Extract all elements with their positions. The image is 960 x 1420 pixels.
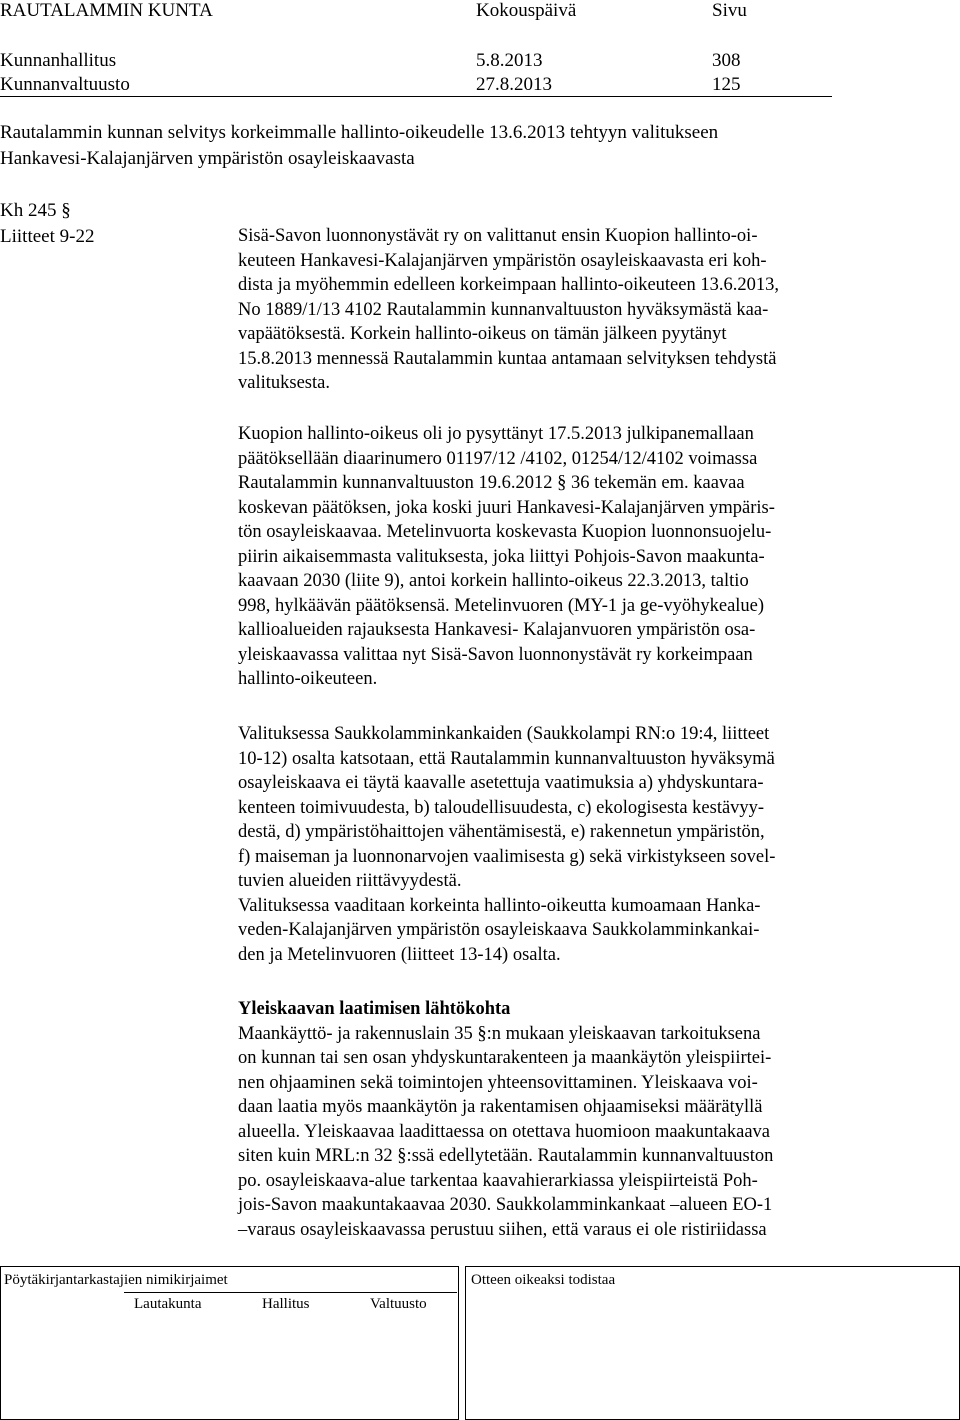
paragraph-line: koskevan päätöksen, joka koski juuri Hankavesi-Kalajanjärven ympäris- bbox=[238, 497, 775, 518]
paragraph-line: piirin aikaisemmasta valituksesta, joka liittyi Pohjois-Savon maakunta- bbox=[238, 546, 765, 567]
paragraph-line: päätöksellään diaarinumero 01197/12 /4102, 01254/12/4102 voimassa bbox=[238, 448, 758, 469]
paragraph-line: 998, hylkäävän päätöksensä. Metelinvuoren (MY-1 ja ge-vyöhykealue) bbox=[238, 595, 765, 616]
meeting-date-label: Kokouspäivä bbox=[476, 0, 577, 21]
paragraph bbox=[238, 722, 878, 967]
paragraph-line: tuvien alueiden riittävyydestä. bbox=[238, 871, 462, 891]
signature-column-label: Hallitus bbox=[262, 1296, 310, 1312]
section-line: daan laatia myös maankäytön ja rakentamisen ohjaamiseksi määrätyllä bbox=[238, 1097, 763, 1117]
section-line: po. osayleiskaava-alue tarkentaa kaavahierarkiassa yleispiirteistä Poh- bbox=[238, 1170, 758, 1191]
certified-label: Otteen oikeaksi todistaa bbox=[471, 1272, 616, 1288]
paragraph-line: osayleiskaava ei täytä kaavalle asetettuja vaatimuksia a) yhdyskuntara- bbox=[238, 773, 764, 793]
paragraph-line: dista ja myöhemmin edelleen korkeimpaan hallinto-oikeuteen 13.6.2013, bbox=[238, 275, 779, 295]
section bbox=[238, 997, 878, 1242]
header-body: Kunnanhallitus bbox=[0, 50, 117, 71]
paragraph-line: keuteen Hankavesi-Kalajanjärven ympäristön osayleiskaavasta eri koh- bbox=[238, 250, 767, 271]
paragraph-line: den ja Metelinvuoren (liitteet 13-14) osalta. bbox=[238, 944, 561, 965]
signature-divider bbox=[124, 1292, 457, 1293]
item-number: Kh 245 § bbox=[0, 200, 71, 221]
paragraph-line: hallinto-oikeuteen. bbox=[238, 669, 378, 689]
paragraph-line: Valituksessa vaaditaan korkeinta hallinto-oikeutta kumoamaan Hanka- bbox=[238, 895, 761, 916]
section-line: siten kuin MRL:n 32 §:ssä edellytetään. Rautalammin kunnanvaltuuston bbox=[238, 1146, 774, 1166]
paragraph-line: 10-12) osalta katsotaan, että Rautalammin kunnanvaltuuston hyväksymä bbox=[238, 748, 775, 769]
paragraph-line: Rautalammin kunnanvaltuuston 19.6.2012 § 36 tekemän em. kaavaa bbox=[238, 473, 745, 493]
paragraph-line: yleiskaavassa valittaa nyt Sisä-Savon luonnonystävät ry korkeimpaan bbox=[238, 644, 753, 665]
header-page: 308 bbox=[712, 50, 741, 71]
paragraph-line: valituksesta. bbox=[238, 373, 330, 393]
paragraph-line: kallioalueiden rajauksesta Hankavesi- Kalajanvuoren ympäristön osa- bbox=[238, 620, 756, 640]
section-line: alueella. Yleiskaavaa laadittaessa on otettava huomioon maakuntakaava bbox=[238, 1121, 770, 1142]
document-title-line: Hankavesi-Kalajanjärven ympäristön osayleiskaavasta bbox=[0, 148, 415, 169]
header-date: 27.8.2013 bbox=[476, 74, 552, 95]
signature-column-label: Valtuusto bbox=[370, 1296, 427, 1312]
paragraph-line: Valituksessa Saukkolamminkankaiden (Saukkolampi RN:o 19:4, liitteet bbox=[238, 724, 770, 744]
paragraph bbox=[238, 422, 878, 692]
section-line: on kunnan tai sen osan yhdyskuntarakenteen ja maankäytön yleispiirtei- bbox=[238, 1048, 772, 1068]
paragraph-line: tön osayleiskaavaa. Metelinvuorta koskevasta Kuopion luonnonsuojelu- bbox=[238, 522, 772, 542]
attachments-label: Liitteet 9-22 bbox=[0, 226, 95, 247]
signature-column-label: Lautakunta bbox=[134, 1296, 202, 1312]
section-line: –varaus osayleiskaavassa perustuu siihen, että varaus ei ole ristiriidassa bbox=[238, 1219, 767, 1240]
header-date: 5.8.2013 bbox=[476, 50, 543, 71]
section-heading: Yleiskaavan laatimisen lähtökohta bbox=[238, 999, 511, 1019]
header-underline bbox=[0, 96, 832, 97]
paragraph-line: 15.8.2013 mennessä Rautalammin kuntaa antamaan selvityksen tehdystä bbox=[238, 348, 777, 369]
municipality-name: RAUTALAMMIN KUNTA bbox=[0, 0, 213, 21]
header-body: Kunnanvaltuusto bbox=[0, 74, 130, 95]
document-title-line: Rautalammin kunnan selvitys korkeimmalle hallinto-oikeudelle 13.6.2013 tehtyyn valitukseen bbox=[0, 122, 719, 143]
paragraph-line: No 1889/1/13 4102 Rautalammin kunnanvaltuuston hyväksymästä kaa- bbox=[238, 299, 769, 320]
paragraph-line: Sisä-Savon luonnonystävät ry on valittanut ensin Kuopion hallinto-oi- bbox=[238, 226, 758, 246]
paragraph-line: destä, d) ympäristöhaittojen vähentämisestä, e) rakennetun ympäristön, bbox=[238, 822, 765, 842]
signatures-box bbox=[0, 1266, 459, 1420]
section-line: jois-Savon maakuntakaavaa 2030. Saukkolamminkankaat –alueen EO-1 bbox=[238, 1195, 773, 1215]
paragraph-line: kaavaan 2030 (liite 9), antoi korkein hallinto-oikeus 22.3.2013, taltio bbox=[238, 571, 749, 591]
paragraph-line: f) maiseman ja luonnonarvojen vaalimisesta g) sekä virkistykseen sovel- bbox=[238, 846, 776, 867]
paragraph-line: kenteen toimivuudesta, b) taloudellisuudesta, c) ekologisesta kestävyy- bbox=[238, 797, 765, 818]
paragraph bbox=[238, 224, 878, 396]
page-label: Sivu bbox=[712, 0, 747, 21]
paragraph-line: veden-Kalajanjärven ympäristön osayleiskaava Saukkolamminkankai- bbox=[238, 920, 760, 940]
certification-box bbox=[465, 1266, 960, 1420]
section-line: nen ohjaaminen sekä toimintojen yhteensovittaminen. Yleiskaava voi- bbox=[238, 1072, 758, 1093]
paragraph-line: vapäätöksestä. Korkein hallinto-oikeus on tämän jälkeen pyytänyt bbox=[238, 324, 727, 344]
signatures-label: Pöytäkirjantarkastajien nimikirjaimet bbox=[4, 1272, 228, 1288]
header-page: 125 bbox=[712, 74, 741, 95]
section-line: Maankäyttö- ja rakennuslain 35 §:n mukaan yleiskaavan tarkoituksena bbox=[238, 1023, 761, 1044]
paragraph-line: Kuopion hallinto-oikeus oli jo pysyttänyt 17.5.2013 julkipanemallaan bbox=[238, 424, 754, 444]
